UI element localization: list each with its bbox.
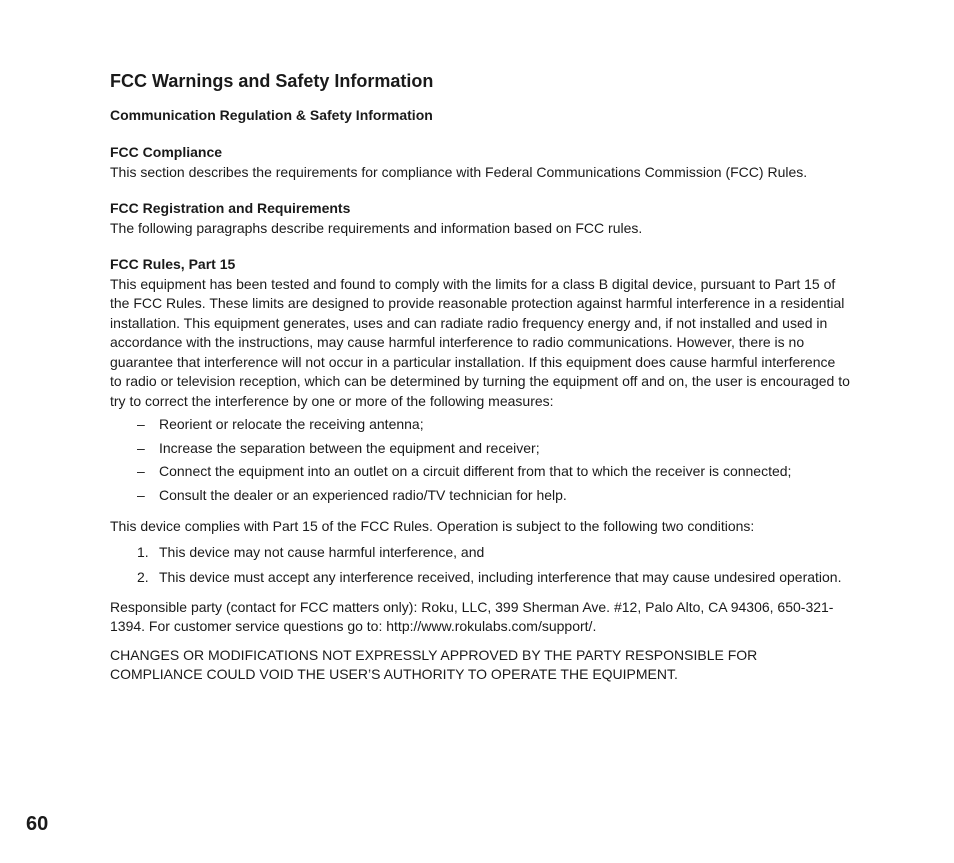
part15-text: This equipment has been tested and found to comply with the limits for a class B digital device, pursuant to Part 15 of the FCC Rules. These limits are designed to provide reasonable protection against harmful interference in a residential installation. This equipment generates, uses and can radiate radio frequency energy and, if not installed and used in accordance with the instructions, may cause harmful interference to radio communications. However, there is no guarantee that interference will not occur in a particular installation. If this equipment does cause harmful interference to radio or television reception, which can be determined by turning the equipment off and on, the user is encouraged to try to correct the interference by one or more of the following measures: [110,275,850,409]
page-subtitle: Communication Regulation & Safety Information [110,107,433,123]
number-marker: 1. [137,543,149,560]
conditions-list [110,543,850,588]
dash-marker: – [137,439,145,456]
registration-heading: FCC Registration and Requirements [110,200,351,216]
list-item-text: Increase the separation between the equipment and receiver; [159,439,540,456]
page-number: 60 [26,813,49,835]
list-item-text: This device must accept any interference received, including interference that may cause undesired operation. [159,569,842,585]
list-item [110,543,850,563]
compliance-text: This section describes the requirements for compliance with Federal Communications Commission (FCC) Rules. [110,163,808,180]
list-item [110,439,850,459]
conditions-intro: This device complies with Part 15 of the FCC Rules. Operation is subject to the following two conditions: [110,518,755,534]
conditions-section [110,517,850,588]
list-item [110,568,850,588]
part15-section [110,255,850,505]
list-item [110,486,850,506]
changes-notice: CHANGES OR MODIFICATIONS NOT EXPRESSLY APPROVED BY THE PARTY RESPONSIBLE FOR COMPLIANCE COULD VOID THE USER’S AUTHORITY TO OPERATE THE EQUIPMENT. [110,646,758,682]
number-marker: 2. [137,569,149,585]
registration-text: The following paragraphs describe requirements and information based on FCC rules. [110,219,643,236]
measures-list [110,415,850,505]
compliance-heading: FCC Compliance [110,144,223,160]
page-title: FCC Warnings and Safety Information [110,71,434,91]
dash-marker: – [137,416,145,432]
dash-marker: – [137,486,145,503]
responsible-party-text: Responsible party (contact for FCC matters only): Roku, LLC, 399 Sherman Ave. #12, Palo Alto, CA 94306, 650-321-1394. For customer service questions go to: http://www.rokulabs.com/support/. [110,598,834,634]
list-item-text: Connect the equipment into an outlet on a circuit different from that to which the receiver is connected; [159,463,792,479]
list-item [110,462,850,482]
list-item-text: This device may not cause harmful interference, and [159,543,485,560]
list-item-text: Reorient or relocate the receiving antenna; [159,416,424,432]
document-page [110,68,850,694]
registration-section [110,199,850,238]
list-item-text: Consult the dealer or an experienced radio/TV technician for help. [159,486,567,503]
part15-heading: FCC Rules, Part 15 [110,256,236,272]
compliance-section [110,143,850,182]
list-item [110,415,850,435]
dash-marker: – [137,463,145,479]
